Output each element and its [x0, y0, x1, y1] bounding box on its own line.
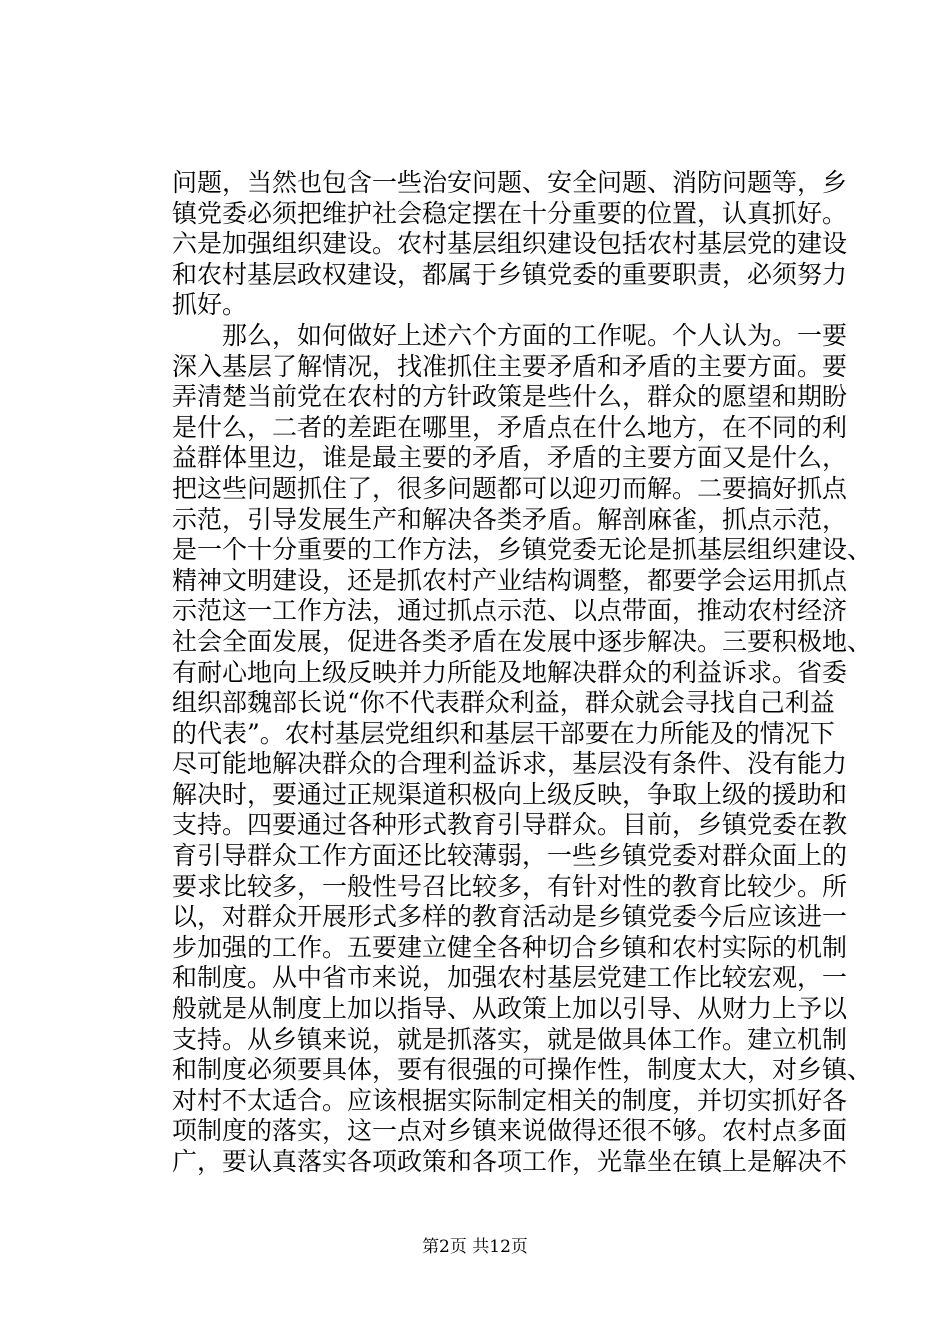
- text-line: 精神文明建设，还是抓农村产业结构调整，都要学会运用抓点: [172, 565, 848, 595]
- text-line: 问题，当然也包含一些治安问题、安全问题、消防问题等，乡: [172, 168, 848, 197]
- text-line: 的代表”。农村基层党组织和基层干部要在力所能及的情况下: [172, 718, 835, 748]
- text-line: 支持。从乡镇来说，就是抓落实，就是做具体工作。建立机制: [172, 1024, 848, 1054]
- text-line: 和制度。从中省市来说，加强农村基层党建工作比较宏观，一: [172, 963, 848, 993]
- text-line: 弄清楚当前党在农村的方针政策是些什么，群众的愿望和期盼: [172, 382, 848, 412]
- text-line: 抓好。: [172, 290, 248, 320]
- text-line: 和农村基层政权建设，都属于乡镇党委的重要职责，必须努力: [172, 259, 848, 289]
- text-line: 示范这一工作方法，通过抓点示范、以点带面，推动农村经济: [172, 596, 848, 626]
- text-line: 项制度的落实，这一点对乡镇来说做得还很不够。农村点多面: [172, 1116, 848, 1146]
- text-line: 步加强的工作。五要建立健全各种切合乡镇和农村实际的机制: [172, 932, 848, 962]
- text-line: 广，要认真落实各项政策和各项工作，光靠坐在镇上是解决不: [172, 1147, 848, 1176]
- text-line: 以，对群众开展形式多样的教育活动是乡镇党委今后应该进一: [172, 902, 848, 932]
- text-line: 要求比较多，一般性号召比较多，有针对性的教育比较少。所: [172, 871, 848, 901]
- text-line: 六是加强组织建设。农村基层组织建设包括农村基层党的建设: [172, 229, 848, 259]
- text-line: 组织部魏部长说“你不代表群众利益，群众就会寻找自己利益: [172, 688, 835, 718]
- text-line: 般就是从制度上加以指导、从政策上加以引导、从财力上予以: [172, 994, 848, 1024]
- text-line: 解决时，要通过正规渠道积极向上级反映，争取上级的援助和: [172, 779, 848, 809]
- text-line: 示范，引导发展生产和解决各类矛盾。解剖麻雀，抓点示范，: [172, 504, 848, 534]
- text-line: 尽可能地解决群众的合理利益诉求，基层没有条件、没有能力: [172, 749, 848, 779]
- text-line: 社会全面发展，促进各类矛盾在发展中逐步解决。三要积极地、: [172, 626, 873, 656]
- page-number-footer: 第2页 共12页: [422, 1237, 528, 1257]
- text-line: 支持。四要通过各种形式教育引导群众。目前，乡镇党委在教: [172, 810, 848, 840]
- text-line: 是什么，二者的差距在哪里，矛盾点在什么地方，在不同的利: [172, 412, 848, 442]
- text-line: 和制度必须要具体，要有很强的可操作性，制度太大，对乡镇、: [172, 1055, 873, 1085]
- text-line: 把这些问题抓住了，很多问题都可以迎刃而解。二要搞好抓点: [172, 473, 848, 503]
- document-body: [172, 168, 873, 1178]
- text-line: 有耐心地向上级反映并力所能及地解决群众的利益诉求。省委: [172, 657, 848, 687]
- text-line: 对村不太适合。应该根据实际制定相关的制度，并切实抓好各: [172, 1085, 848, 1115]
- text-line: 益群体里边，谁是最主要的矛盾，矛盾的主要方面又是什么，: [172, 443, 848, 473]
- text-line: 那么，如何做好上述六个方面的工作呢。个人认为。一要: [172, 320, 848, 350]
- text-line: 深入基层了解情况，找准抓住主要矛盾和矛盾的主要方面。要: [172, 351, 848, 381]
- text-line: 镇党委必须把维护社会稳定摆在十分重要的位置，认真抓好。: [172, 198, 848, 228]
- text-line: 育引导群众工作方面还比较薄弱，一些乡镇党委对群众面上的: [172, 841, 848, 871]
- text-line: 是一个十分重要的工作方法，乡镇党委无论是抓基层组织建设、: [172, 535, 873, 565]
